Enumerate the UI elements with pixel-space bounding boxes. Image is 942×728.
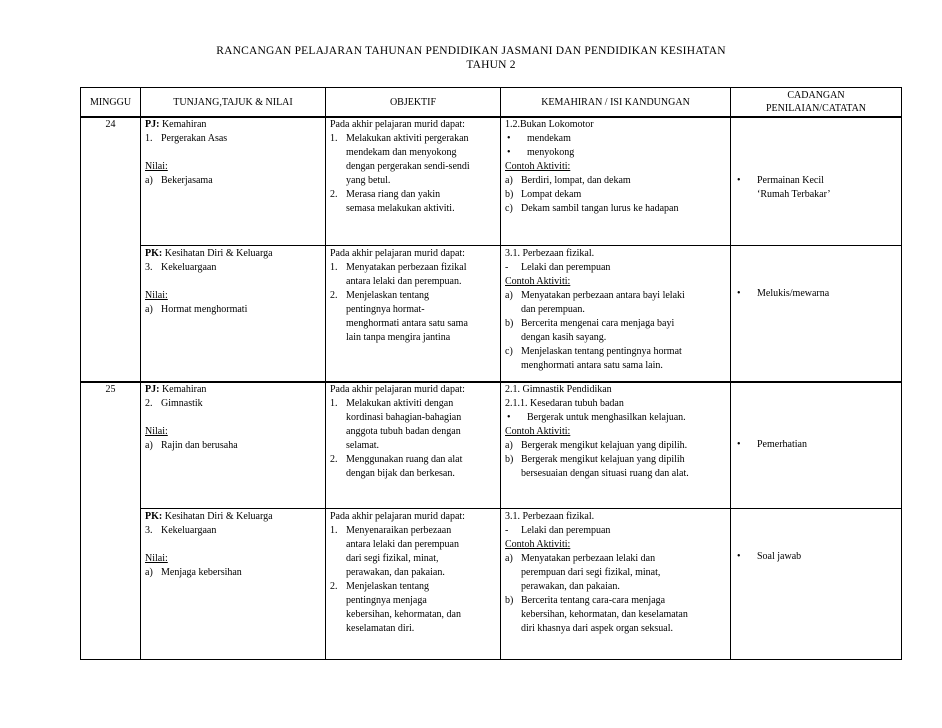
objektif-line: mendekam dan menyokong [346,147,457,158]
aktiviti-number: a) [505,289,513,301]
objektif-line: perawakan, dan pakaian. [346,566,445,578]
objektif-line: menghormati antara satu sama [346,317,468,329]
objektif-line: Menjelaskan tentang [346,289,430,301]
table-row [81,117,902,245]
week-number-empty [81,245,141,382]
title-line-1: RANCANGAN PELAJARAN TAHUNAN PENDIDIKAN JASMANI DAN PENDIDIKAN KESIHATAN [216,45,726,57]
aktiviti-number: a) [505,552,513,564]
tunjang-item: Pergerakan Asas [161,133,228,144]
objektif-line: pentingnya hormat- [346,303,425,315]
objektif-line: dengan bijak dan berkesan. [346,468,455,479]
objektif-line: dari segi fizikal, minat, [346,552,439,564]
objektif-line: kordinasi bahagian-bahagian [346,412,462,423]
nilai-label: Nilai: [145,426,168,437]
objektif-line: selamat. [346,440,380,451]
bullet-icon: • [507,133,511,144]
aktiviti-text: Menjelaskan tentang pentingnya hormat [521,345,682,357]
kemahiran-subtitle: Lelaki dan perempuan [521,524,611,536]
bullet-icon: • [737,287,741,299]
objektif-line: Menjelaskan tentang [346,580,430,592]
objektif-line: dengan pergerakan sendi-sendi [346,161,470,172]
header-cadangan-line1: CADANGAN [787,90,845,101]
objektif-line: Melakukan aktiviti pergerakan [346,133,469,144]
kemahiran-bullet: Bergerak untuk menghasilkan kelajuan. [527,412,686,423]
cadangan-text: ‘Rumah Terbakar’ [757,189,831,200]
lesson-plan-table [80,87,902,660]
kemahiran-subtitle: Lelaki dan perempuan [521,261,611,273]
objektif-number: 2. [330,580,338,592]
aktiviti-text: dan perempuan. [521,303,585,315]
tunjang-item: Kekeluargaan [161,524,217,536]
kemahiran-subtitle: 2.1.1. Kesedaran tubuh badan [505,398,624,409]
objektif-2 [346,188,496,216]
objektif-2 [346,453,496,481]
kemahiran-title: 3.1. Perbezaan fizikal. [505,510,595,522]
week-number: 24 [81,117,141,245]
kemahiran-cell [501,382,731,508]
header-objektif: OBJEKTIF [326,88,501,118]
kemahiran-bullet: menyokong [527,147,575,158]
nilai-number: a) [145,566,153,578]
objektif-line: Merasa riang dan yakin [346,189,441,200]
aktiviti-number: c) [505,345,513,357]
dash-marker: - [505,261,509,273]
aktiviti-text: Menyatakan perbezaan lelaki dan [521,552,656,564]
objektif-1 [346,397,496,453]
objektif-line: Menyatakan perbezaan fizikal [346,261,467,273]
header-minggu: MINGGU [81,88,141,118]
tunjang-label: PJ: [145,384,160,395]
objektif-cell [326,117,501,245]
objektif-number: 1. [330,133,338,144]
bullet-icon: • [737,439,741,450]
kemahiran-bullet: mendekam [527,133,571,144]
aktiviti-text: menghormati antara satu sama lain. [521,359,663,371]
header-cadangan [731,88,902,118]
objektif-intro: Pada akhir pelajaran murid dapat: [330,119,465,130]
aktiviti-text: Bergerak mengikut kelajuan yang dipilih [521,454,685,465]
cadangan-cell [731,117,902,245]
kemahiran-title: 1.2.Bukan Lokomotor [505,119,594,130]
nilai-label: Nilai: [145,161,168,172]
contoh-aktiviti-label: Contoh Aktiviti: [505,161,571,172]
nilai-label: Nilai: [145,289,168,301]
objektif-1 [346,132,496,188]
cadangan-cell [731,382,902,508]
bullet-icon: • [507,412,511,423]
objektif-2 [346,580,496,636]
item-number: 3. [145,524,153,536]
objektif-number: 2. [330,454,338,465]
aktiviti-text: Menyatakan perbezaan antara bayi lelaki [521,289,685,301]
objektif-line: antara lelaki dan perempuan. [346,275,462,287]
tunjang-title: Kesihatan Diri & Keluarga [162,510,273,522]
aktiviti-number: b) [505,454,514,465]
nilai-label: Nilai: [145,552,168,564]
nilai-number: a) [145,175,153,186]
item-number: 2. [145,398,153,409]
header-kemahiran: KEMAHIRAN / ISI KANDUNGAN [501,88,731,118]
bullet-icon: • [737,550,741,562]
objektif-line: antara lelaki dan perempuan [346,538,459,550]
kemahiran-title: 2.1. Gimnastik Pendidikan [505,384,612,395]
objektif-intro: Pada akhir pelajaran murid dapat: [330,384,465,395]
objektif-intro: Pada akhir pelajaran murid dapat: [330,510,465,522]
aktiviti-text: dengan kasih sayang. [521,331,607,343]
aktiviti-number: c) [505,203,513,214]
item-number: 1. [145,133,153,144]
aktiviti-number: b) [505,594,514,606]
dash-marker: - [505,524,509,536]
tunjang-label: PK: [145,510,163,522]
nilai-number: a) [145,303,153,315]
document-title [0,44,942,72]
objektif-line: keselamatan diri. [346,622,415,634]
tunjang-label: PK: [145,247,163,259]
tunjang-label: PJ: [145,119,160,130]
table-row [81,382,902,508]
objektif-line: Melakukan aktiviti dengan [346,398,454,409]
header-row [81,88,902,118]
bullet-icon: • [507,147,511,158]
objektif-number: 2. [330,289,338,301]
aktiviti-number: a) [505,440,513,451]
tunjang-title: Kemahiran [159,119,207,130]
kemahiran-cell [501,117,731,245]
objektif-line: semasa melakukan aktiviti. [346,203,455,214]
kemahiran-cell [501,508,731,659]
week-number: 25 [81,382,141,508]
aktiviti-text: kebersihan, kehormatan, dan keselamatan [521,608,688,620]
kemahiran-title: 3.1. Perbezaan fizikal. [505,247,595,259]
aktiviti-number: a) [505,175,513,186]
contoh-aktiviti-label: Contoh Aktiviti: [505,426,571,437]
tunjang-item: Kekeluargaan [161,261,217,273]
aktiviti-text: perawakan, dan pakaian. [521,580,620,592]
week-number-empty [81,508,141,659]
objektif-number: 2. [330,189,338,200]
tunjang-item: Gimnastik [161,398,203,409]
objektif-line: yang betul. [346,175,391,186]
tunjang-cell [141,508,326,659]
cadangan-text: Soal jawab [757,550,802,562]
aktiviti-text: perempuan dari segi fizikal, minat, [521,566,661,578]
kemahiran-cell [501,245,731,382]
objektif-line: pentingnya menjaga [346,594,427,606]
nilai-text: Hormat menghormati [161,303,248,315]
nilai-text: Rajin dan berusaha [161,440,238,451]
objektif-line: anggota tubuh badan dengan [346,426,461,437]
objektif-line: Menggunakan ruang dan alat [346,454,463,465]
title-line-2: TAHUN 2 [466,59,516,71]
objektif-number: 1. [330,524,338,536]
objektif-number: 1. [330,261,338,273]
objektif-1 [346,524,496,580]
objektif-line: Menyenaraikan perbezaan [346,524,452,536]
objektif-line: lain tanpa mengira jantina [346,331,451,343]
nilai-number: a) [145,440,153,451]
cadangan-text: Pemerhatian [757,439,807,450]
tunjang-cell [141,245,326,382]
item-number: 3. [145,261,153,273]
aktiviti-text: bersesuaian dengan situasi ruang dan alat. [521,468,689,479]
aktiviti-text: Bercerita tentang cara-cara menjaga [521,594,666,606]
nilai-text: Bekerjasama [161,175,213,186]
objektif-2 [346,289,496,345]
cadangan-cell [731,508,902,659]
objektif-1 [346,261,496,289]
aktiviti-text: Berdiri, lompat, dan dekam [521,175,631,186]
objektif-intro: Pada akhir pelajaran murid dapat: [330,247,465,259]
aktiviti-number: b) [505,189,514,200]
cadangan-text: Permainan Kecil [757,175,824,186]
bullet-icon: • [737,175,741,186]
table-row [81,245,902,382]
objektif-cell [326,245,501,382]
cadangan-cell [731,245,902,382]
tunjang-cell [141,117,326,245]
tunjang-title: Kesihatan Diri & Keluarga [162,247,273,259]
cadangan-text: Melukis/mewarna [757,287,830,299]
objektif-number: 1. [330,398,338,409]
aktiviti-text: diri khasnya dari aspek organ seksual. [521,622,673,634]
header-tunjang: TUNJANG,TAJUK & NILAI [141,88,326,118]
aktiviti-text: Bercerita mengenai cara menjaga bayi [521,317,675,329]
tunjang-title: Kemahiran [159,384,207,395]
objektif-line: kebersihan, kehormatan, dan [346,608,461,620]
tunjang-cell [141,382,326,508]
aktiviti-text: Dekam sambil tangan lurus ke hadapan [521,203,679,214]
objektif-cell [326,382,501,508]
aktiviti-text: Bergerak mengikut kelajuan yang dipilih. [521,440,688,451]
objektif-cell [326,508,501,659]
aktiviti-number: b) [505,317,514,329]
contoh-aktiviti-label: Contoh Aktiviti: [505,275,571,287]
header-cadangan-line2: PENILAIAN/CATATAN [765,103,867,114]
table-row [81,508,902,659]
nilai-text: Menjaga kebersihan [161,566,242,578]
aktiviti-text: Lompat dekam [521,189,582,200]
contoh-aktiviti-label: Contoh Aktiviti: [505,538,571,550]
